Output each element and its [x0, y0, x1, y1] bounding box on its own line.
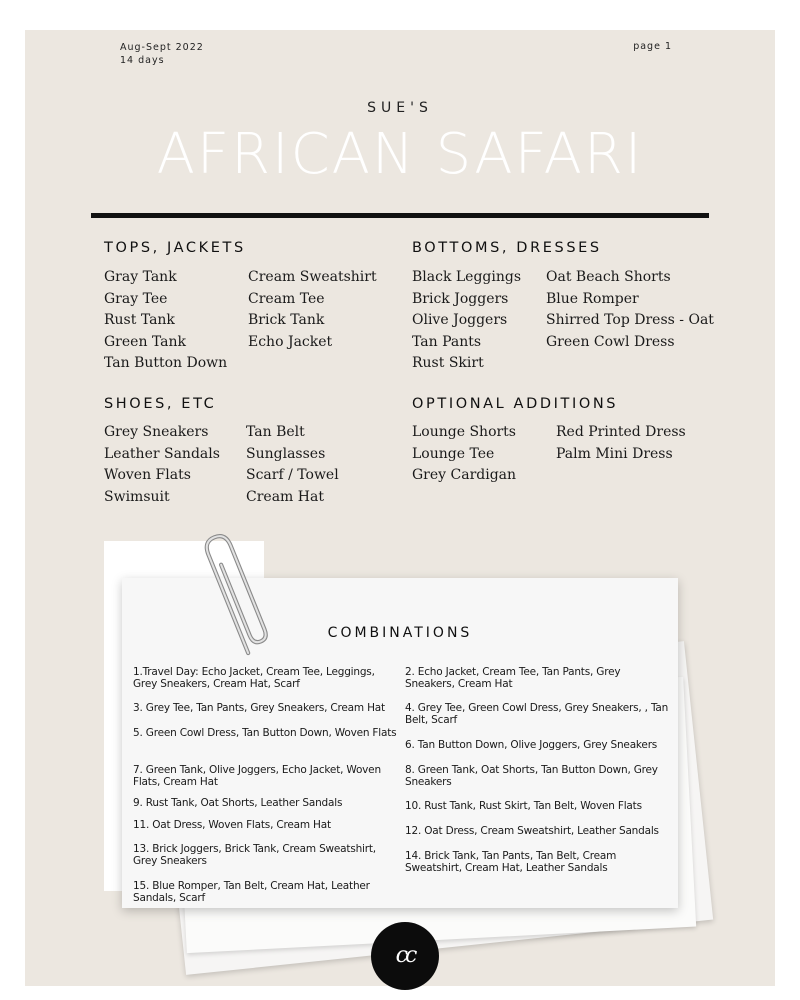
combo-item: 15. Blue Romper, Tan Belt, Cream Hat, Leather Sandals, Scarf — [133, 880, 370, 904]
list-item: Grey Sneakers — [104, 424, 209, 440]
tops-heading: TOPS, JACKETS — [104, 240, 246, 256]
list-item: Green Cowl Dress — [546, 333, 675, 350]
trip-meta — [120, 41, 204, 67]
shoes-list-1 — [104, 422, 220, 508]
trip-duration: 14 days — [120, 55, 165, 66]
combo-item: 2. Echo Jacket, Cream Tee, Tan Pants, Grey Sneakers, Cream Hat — [405, 666, 621, 690]
list-item: Brick Tank — [248, 312, 325, 329]
list-item: Cream Hat — [246, 488, 324, 505]
bottoms-heading: BOTTOMS, DRESSES — [412, 240, 602, 256]
list-item: Palm Mini Dress — [556, 445, 673, 462]
list-item: Tan Pants — [412, 333, 482, 350]
tops-list-1 — [104, 267, 227, 375]
list-item: Cream Tee — [248, 290, 325, 307]
bottoms-list-2 — [546, 267, 714, 353]
combo-item: 3. Grey Tee, Tan Pants, Grey Sneakers, Cream Hat — [133, 702, 385, 714]
combo-item: 5. Green Cowl Dress, Tan Button Down, Woven Flats — [133, 727, 397, 739]
optional-list-2 — [556, 422, 686, 465]
combo-item: 4. Grey Tee, Green Cowl Dress, Grey Sneakers, , Tan Belt, Scarf — [405, 702, 669, 726]
list-item: Red Printed Dress — [556, 424, 686, 440]
combo-item: 9. Rust Tank, Oat Shorts, Leather Sandals — [133, 797, 343, 809]
list-item: Tan Button Down — [104, 355, 228, 372]
list-item: Rust Skirt — [412, 355, 484, 372]
combo-item: 10. Rust Tank, Rust Skirt, Tan Belt, Woven Flats — [405, 800, 642, 812]
list-item: Rust Tank — [104, 312, 175, 329]
shoes-heading: SHOES, ETC — [104, 396, 217, 412]
list-item: Swimsuit — [104, 488, 170, 505]
list-item: Olive Joggers — [412, 312, 508, 329]
list-item: Scarf / Towel — [246, 467, 339, 484]
bottoms-list-1 — [412, 267, 521, 375]
list-item: Gray Tee — [104, 290, 168, 307]
combo-item: 1.Travel Day: Echo Jacket, Cream Tee, Leggings, Grey Sneakers, Cream Hat, Scarf — [133, 666, 375, 690]
list-item: Leather Sandals — [104, 445, 220, 462]
title-kicker: SUE'S — [367, 100, 433, 116]
list-item: Shirred Top Dress - Oat — [546, 312, 714, 329]
page-title: AFRICAN SAFARI — [156, 122, 644, 187]
optional-heading: OPTIONAL ADDITIONS — [412, 396, 619, 412]
logo-monogram-icon — [371, 922, 439, 990]
list-item: Sunglasses — [246, 445, 326, 462]
list-item: Woven Flats — [104, 467, 191, 484]
list-item: Tan Belt — [246, 424, 305, 440]
combo-item: 14. Brick Tank, Tan Pants, Tan Belt, Cream Sweatshirt, Cream Hat, Leather Sandals — [405, 850, 617, 874]
divider-rule — [91, 213, 709, 218]
list-item: Blue Romper — [546, 290, 639, 307]
list-item: Lounge Tee — [412, 445, 495, 462]
trip-dates: Aug-Sept 2022 — [120, 42, 204, 53]
list-item: Oat Beach Shorts — [546, 269, 671, 285]
combo-item: 12. Oat Dress, Cream Sweatshirt, Leather Sandals — [405, 825, 659, 837]
combo-item: 6. Tan Button Down, Olive Joggers, Grey Sneakers — [405, 739, 658, 751]
page-number: page 1 — [633, 41, 672, 52]
combinations-heading: COMBINATIONS — [327, 625, 473, 641]
list-item: Cream Sweatshirt — [248, 269, 377, 285]
list-item: Gray Tank — [104, 269, 177, 285]
list-item: Brick Joggers — [412, 290, 509, 307]
list-item: Echo Jacket — [248, 333, 333, 350]
combo-item: 13. Brick Joggers, Brick Tank, Cream Sweatshirt, Grey Sneakers — [133, 843, 376, 867]
combo-item: 8. Green Tank, Oat Shorts, Tan Button Down, Grey Sneakers — [405, 764, 658, 788]
logo-text: cc — [395, 943, 415, 968]
list-item: Black Leggings — [412, 269, 522, 285]
shoes-list-2 — [246, 422, 339, 508]
paperclip-icon — [192, 527, 272, 667]
combo-item: 11. Oat Dress, Woven Flats, Cream Hat — [133, 819, 331, 831]
tops-list-2 — [248, 267, 377, 353]
combo-item: 7. Green Tank, Olive Joggers, Echo Jacket, Woven Flats, Cream Hat — [133, 764, 381, 788]
list-item: Green Tank — [104, 333, 187, 350]
optional-list-1 — [412, 422, 516, 487]
list-item: Grey Cardigan — [412, 467, 517, 484]
list-item: Lounge Shorts — [412, 424, 516, 440]
